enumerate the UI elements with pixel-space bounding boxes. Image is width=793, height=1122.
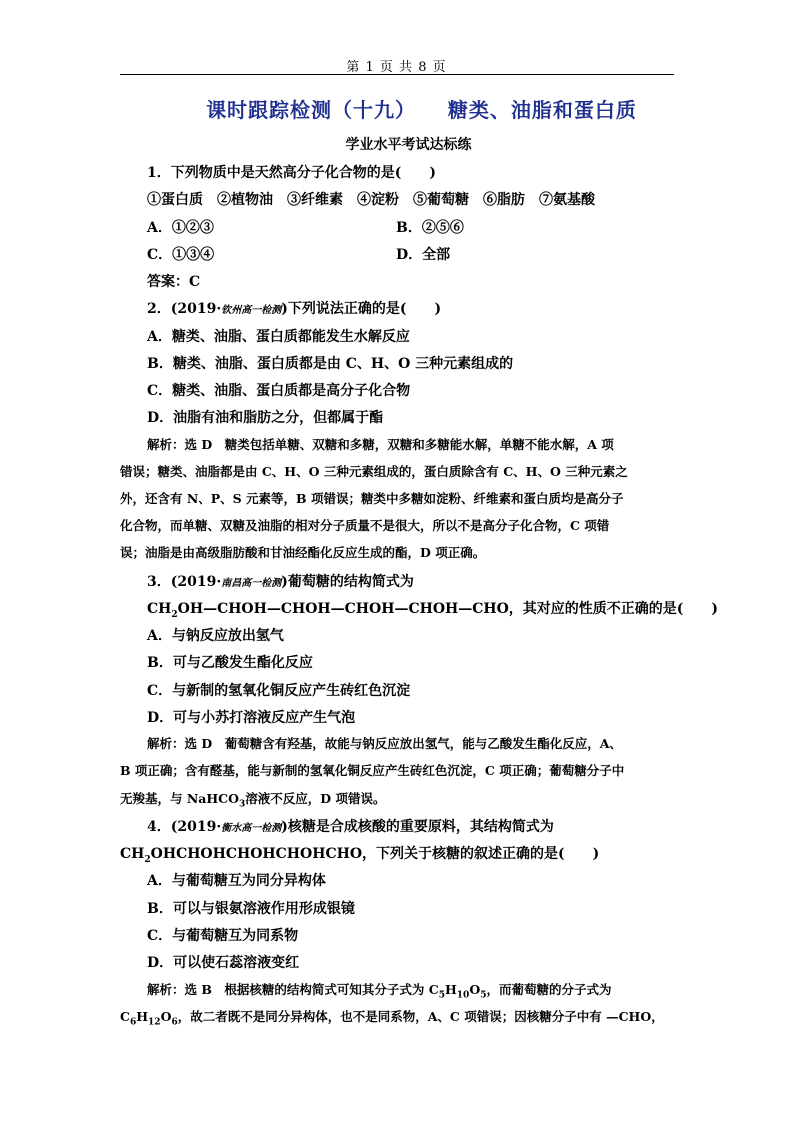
q3-option-a: A．与钠反应放出氢气: [147, 628, 284, 644]
q2-option-c: C．糖类、油脂、蛋白质都是高分子化合物: [147, 383, 411, 399]
section-subtitle: 学业水平考试达标练: [345, 137, 472, 153]
q3-explanation-line2: B 项正确；含有醛基，能与新制的氢氧化铜反应产生砖红色沉淀，C 项正确；葡萄糖分子中: [120, 763, 625, 778]
q1-option-d: D．全部: [396, 247, 451, 263]
q4-num: 4．(2019·: [147, 819, 222, 835]
q4-option-c: C．与葡萄糖互为同系物: [147, 928, 299, 944]
q2-rest: )下列说法正确的是( ): [281, 301, 442, 317]
q4-formula-post: OHCHOHCHOHCHOHCHO，下列关于核糖的叙述正确的是( ): [150, 846, 600, 862]
q3-formula-pre: CH: [147, 601, 172, 617]
q4-exp2-b: H: [136, 1009, 149, 1024]
q3-source: 南昌高一检测: [221, 578, 282, 589]
q4-option-d: D．可以使石蕊溶液变红: [147, 955, 300, 971]
q1-options-row1: [147, 217, 214, 237]
q4-option-b: B．可以与银氨溶液作用形成银镜: [147, 901, 355, 917]
q3-exp3-pre: 无羧基，与 NaHCO: [120, 791, 240, 806]
q2-option-a: A．糖类、油脂、蛋白质都能发生水解反应: [147, 329, 410, 345]
q4-source: 衡水高一检测: [221, 823, 282, 834]
q4-exp2-s1: 6: [129, 1017, 137, 1028]
q3-stem: [147, 571, 414, 591]
q2-explanation-line5: 误；油脂是由高级脂肪酸和甘油经酯化反应生成的酯，D 项正确。: [120, 545, 486, 560]
q4-option-a: A．与葡萄糖互为同分异构体: [147, 873, 326, 889]
q2-explanation-line4: 化合物，而单糖、双糖及油脂的相对分子质量不是很大，所以不是高分子化合物，C 项错: [120, 518, 610, 533]
q3-option-b: B．可与乙酸发生酯化反应: [147, 655, 313, 671]
q1-stem: 1．下列物质中是天然高分子化合物的是( ): [147, 165, 436, 181]
q3-explanation-line3: [120, 789, 386, 810]
q4-exp1-s3: 5: [480, 990, 487, 1001]
q3-explanation-line1: 解析：选 D 葡萄糖含有羟基，故能与钠反应放出氢气，能与乙酸发生酯化反应，A、: [147, 736, 622, 751]
q1-option-c: C．①③④: [147, 247, 215, 263]
q4-explanation-line2: [120, 1007, 664, 1028]
page-title: 课时跟踪检测（十九） 糖类、油脂和蛋白质: [206, 98, 637, 122]
q4-exp1-s2: 10: [456, 990, 470, 1001]
q2-option-b: B．糖类、油脂、蛋白质都是由 C、H、O 三种元素组成的: [147, 356, 514, 372]
q3-formula-post: OH—CHOH—CHOH—CHOH—CHOH—CHO，其对应的性质不正确的是( ): [177, 601, 719, 617]
q3-option-c: C．与新制的氢氧化铜反应产生砖红色沉淀: [147, 683, 411, 699]
q2-option-d: D．油脂有油和脂肪之分，但都属于酯: [147, 410, 384, 426]
q4-exp1-c: O: [469, 982, 481, 997]
q1-option-b: B．②⑤⑥: [396, 220, 464, 236]
q1-answer: 答案：C: [147, 274, 201, 290]
q4-formula-line: [120, 843, 599, 865]
q3-exp3-sub: 3: [239, 799, 246, 810]
q3-num: 3．(2019·: [147, 574, 222, 590]
q4-exp1-b: H: [444, 982, 457, 997]
q4-exp1-s1: 5: [438, 990, 445, 1001]
q4-rest: )核糖是合成核酸的重要原料，其结构简式为: [281, 819, 554, 835]
page-indicator: 第 1 页 共 8 页: [346, 60, 447, 75]
q4-explanation-line1: [147, 980, 612, 1001]
q3-formula-line: [147, 598, 718, 620]
q4-exp2-d: ，故二者既不是同分异构体，也不是同系物，A、C 项错误；因核糖分子中有 —CHO，: [177, 1009, 664, 1024]
q4-stem: [147, 816, 554, 836]
q1-items: ①蛋白质 ②植物油 ③纤维素 ④淀粉 ⑤葡萄糖 ⑥脂肪 ⑦氨基酸: [147, 192, 595, 208]
q4-formula-sub: 2: [144, 854, 151, 865]
header-divider: [120, 74, 674, 75]
q3-exp3-post: 溶液不反应，D 项错误。: [245, 791, 386, 806]
q4-exp2-s2: 12: [148, 1017, 161, 1028]
q2-explanation-line1: 解析：选 D 糖类包括单糖、双糖和多糖，双糖和多糖能水解，单糖不能水解，A 项: [147, 437, 614, 452]
q4-exp1-d: ，而葡萄糖的分子式为: [486, 982, 612, 997]
q2-stem: [147, 298, 441, 318]
q2-num: 2．(2019·: [147, 301, 222, 317]
q2-explanation-line3: 外，还含有 N、P、S 元素等，B 项错误；糖类中多糖如淀粉、纤维素和蛋白质均是高分子: [120, 491, 624, 506]
q4-formula-pre: CH: [120, 846, 145, 862]
q4-exp2-a: C: [120, 1009, 130, 1024]
q2-source: 钦州高一检测: [221, 305, 282, 316]
q4-exp1-a: 解析：选 B 根据核糖的结构简式可知其分子式为 C: [147, 982, 439, 997]
q1-option-a: A．①②③: [147, 220, 214, 236]
q3-formula-sub: 2: [171, 609, 178, 620]
q3-rest: )葡萄糖的结构简式为: [281, 574, 414, 590]
q3-option-d: D．可与小苏打溶液反应产生气泡: [147, 710, 356, 726]
q4-exp2-c: O: [160, 1009, 172, 1024]
q2-explanation-line2: 错误；糖类、油脂都是由 C、H、O 三种元素组成的，蛋白质除含有 C、H、O 三种元素之: [120, 464, 628, 479]
q4-exp2-s3: 6: [171, 1017, 178, 1028]
